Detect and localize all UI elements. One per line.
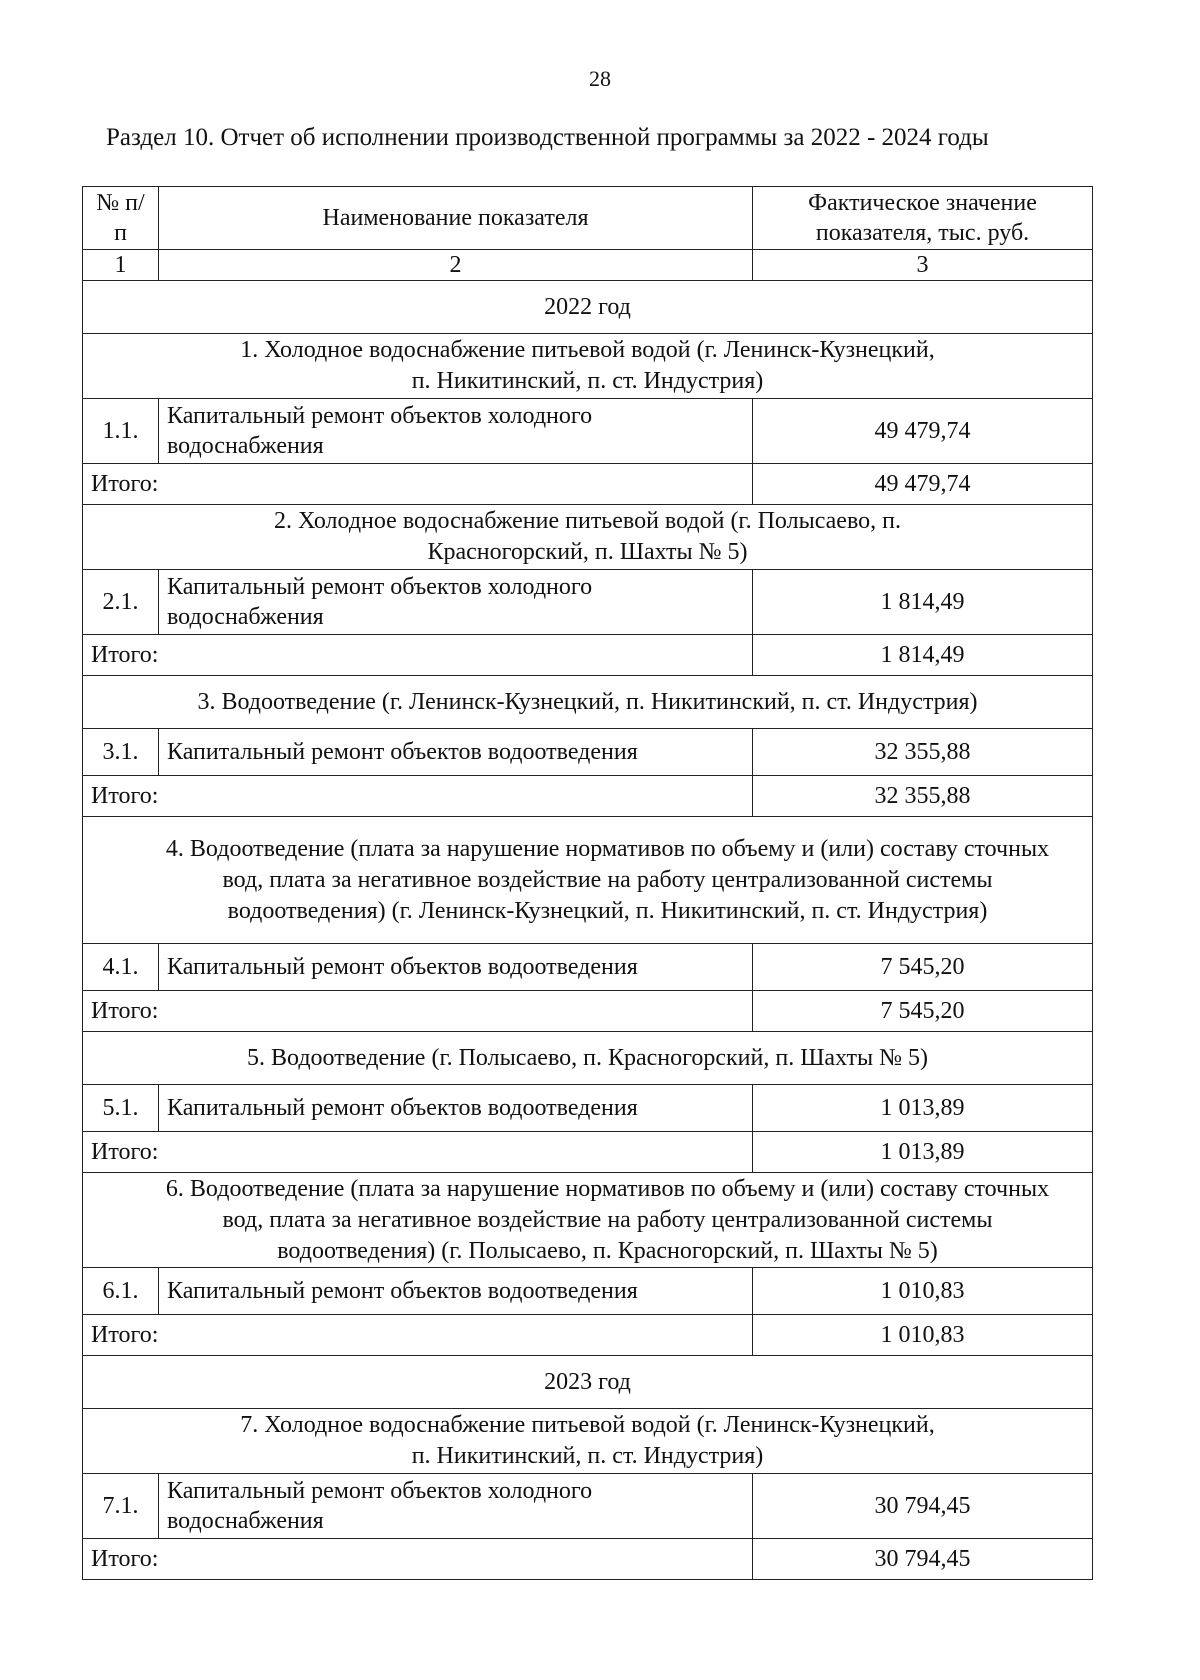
total-label: Итого: bbox=[83, 464, 753, 505]
total-label: Итого: bbox=[83, 776, 753, 817]
group-title: 6. Водоотведение (плата за нарушение нормативов по объему и (или) составу сточных вод, плата за негативное воздействие на работу централизованной системы водоотведения) (г. Полысаево, п. Красногорский, п. Шахты № 5) bbox=[83, 1173, 1093, 1268]
total-label: Итого: bbox=[83, 635, 753, 676]
group-title: 1. Холодное водоснабжение питьевой водой (г. Ленинск-Кузнецкий, п. Никитинский, п. ст. Индустрия) bbox=[83, 334, 1093, 399]
index-cell: 3 bbox=[753, 250, 1093, 281]
row-value: 49 479,74 bbox=[753, 399, 1093, 464]
group-title: 3. Водоотведение (г. Ленинск-Кузнецкий, п. Никитинский, п. ст. Индустрия) bbox=[83, 676, 1093, 729]
section-title: Раздел 10. Отчет об исполнении производственной программы за 2022 - 2024 годы bbox=[106, 124, 989, 151]
total-value: 30 794,45 bbox=[753, 1539, 1093, 1580]
group-row bbox=[83, 505, 1093, 570]
header-number: № п/п bbox=[83, 187, 159, 250]
row-value: 30 794,45 bbox=[753, 1474, 1093, 1539]
total-value: 1 013,89 bbox=[753, 1132, 1093, 1173]
index-cell: 2 bbox=[159, 250, 753, 281]
report-table bbox=[82, 186, 1093, 1580]
total-row bbox=[83, 776, 1093, 817]
row-value: 1 013,89 bbox=[753, 1085, 1093, 1132]
header-name: Наименование показателя bbox=[159, 187, 753, 250]
row-number: 7.1. bbox=[83, 1474, 159, 1539]
total-row bbox=[83, 635, 1093, 676]
index-cell: 1 bbox=[83, 250, 159, 281]
total-row bbox=[83, 1539, 1093, 1580]
row-value: 1 814,49 bbox=[753, 570, 1093, 635]
header-value: Фактическое значение показателя, тыс. руб. bbox=[753, 187, 1093, 250]
row-number: 5.1. bbox=[83, 1085, 159, 1132]
total-row bbox=[83, 1315, 1093, 1356]
row-value: 7 545,20 bbox=[753, 944, 1093, 991]
row-number: 3.1. bbox=[83, 729, 159, 776]
year-label: 2023 год bbox=[83, 1356, 1093, 1409]
table-row bbox=[83, 1474, 1093, 1539]
total-label: Итого: bbox=[83, 1132, 753, 1173]
row-name: Капитальный ремонт объектов водоотведения bbox=[159, 944, 753, 991]
row-name: Капитальный ремонт объектов водоотведения bbox=[159, 1085, 753, 1132]
row-name: Капитальный ремонт объектов водоотведения bbox=[159, 729, 753, 776]
total-label: Итого: bbox=[83, 1315, 753, 1356]
year-label: 2022 год bbox=[83, 281, 1093, 334]
group-row bbox=[83, 1173, 1093, 1268]
table-row bbox=[83, 1085, 1093, 1132]
row-name: Капитальный ремонт объектов водоотведения bbox=[159, 1268, 753, 1315]
table-row bbox=[83, 944, 1093, 991]
total-row bbox=[83, 1132, 1093, 1173]
total-value: 1 814,49 bbox=[753, 635, 1093, 676]
total-row bbox=[83, 991, 1093, 1032]
table-row bbox=[83, 729, 1093, 776]
year-row bbox=[83, 1356, 1093, 1409]
row-value: 1 010,83 bbox=[753, 1268, 1093, 1315]
group-title: 4. Водоотведение (плата за нарушение нормативов по объему и (или) составу сточных вод, плата за негативное воздействие на работу централизованной системы водоотведения) (г. Ленинск-Кузнецкий, п. Никитинский, п. ст. Индустрия) bbox=[83, 817, 1093, 944]
row-value: 32 355,88 bbox=[753, 729, 1093, 776]
table-row bbox=[83, 1268, 1093, 1315]
table-row bbox=[83, 399, 1093, 464]
group-row bbox=[83, 1409, 1093, 1474]
total-label: Итого: bbox=[83, 1539, 753, 1580]
table-row bbox=[83, 570, 1093, 635]
group-row bbox=[83, 334, 1093, 399]
row-number: 2.1. bbox=[83, 570, 159, 635]
page-number: 28 bbox=[589, 66, 611, 91]
group-title: 7. Холодное водоснабжение питьевой водой (г. Ленинск-Кузнецкий, п. Никитинский, п. ст. Индустрия) bbox=[83, 1409, 1093, 1474]
group-row bbox=[83, 817, 1093, 944]
row-number: 4.1. bbox=[83, 944, 159, 991]
table-header-row bbox=[83, 187, 1093, 250]
group-row bbox=[83, 1032, 1093, 1085]
row-number: 6.1. bbox=[83, 1268, 159, 1315]
year-row bbox=[83, 281, 1093, 334]
group-title: 2. Холодное водоснабжение питьевой водой (г. Полысаево, п. Красногорский, п. Шахты № 5) bbox=[83, 505, 1093, 570]
group-title: 5. Водоотведение (г. Полысаево, п. Красногорский, п. Шахты № 5) bbox=[83, 1032, 1093, 1085]
group-row bbox=[83, 676, 1093, 729]
row-name: Капитальный ремонт объектов холодного водоснабжения bbox=[159, 570, 753, 635]
row-name: Капитальный ремонт объектов холодного водоснабжения bbox=[159, 399, 753, 464]
row-number: 1.1. bbox=[83, 399, 159, 464]
total-value: 1 010,83 bbox=[753, 1315, 1093, 1356]
total-value: 32 355,88 bbox=[753, 776, 1093, 817]
total-value: 7 545,20 bbox=[753, 991, 1093, 1032]
row-name: Капитальный ремонт объектов холодного водоснабжения bbox=[159, 1474, 753, 1539]
table-index-row bbox=[83, 250, 1093, 281]
total-label: Итого: bbox=[83, 991, 753, 1032]
total-value: 49 479,74 bbox=[753, 464, 1093, 505]
total-row bbox=[83, 464, 1093, 505]
